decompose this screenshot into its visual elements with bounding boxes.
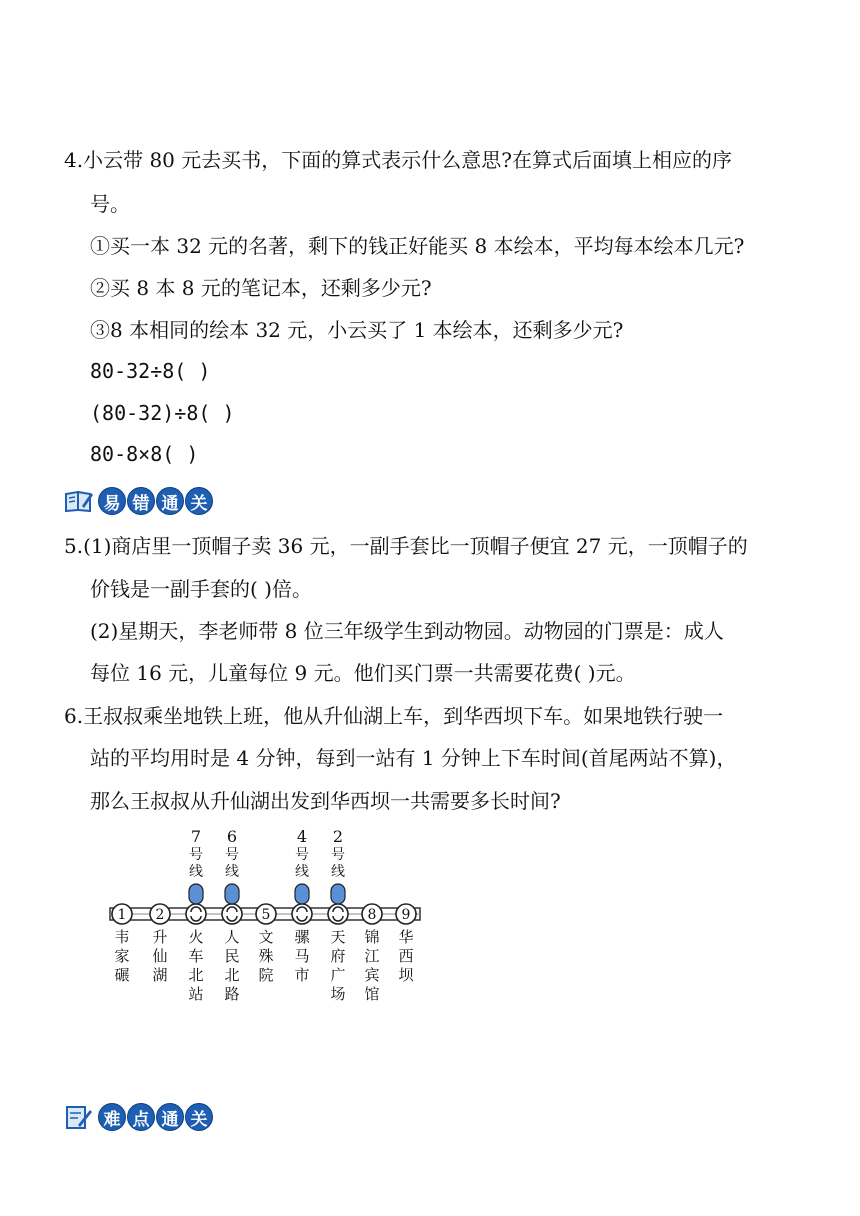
transfer-line-label: 线 bbox=[189, 864, 203, 880]
station-name-char: 站 bbox=[188, 985, 204, 1003]
station-number: 9 bbox=[401, 907, 411, 923]
metro-line-diagram bbox=[100, 826, 430, 1006]
station-name-char: 殊 bbox=[258, 947, 274, 965]
transfer-line-label: 号 bbox=[295, 847, 309, 863]
station-name-char: 碾 bbox=[114, 966, 130, 984]
station-name-char: 人 bbox=[224, 928, 240, 946]
station-number: 5 bbox=[261, 907, 271, 923]
transfer-line-label: 线 bbox=[331, 864, 345, 880]
station-number: 1 bbox=[117, 907, 127, 923]
station-name-char: 场 bbox=[330, 985, 346, 1003]
transfer-line-tab bbox=[225, 884, 239, 904]
book-pencil-icon bbox=[64, 488, 94, 514]
q4-expression-3: 80-8×8( ) bbox=[90, 442, 199, 466]
transfer-line-label: 线 bbox=[295, 864, 309, 880]
station-name-char: 府 bbox=[330, 947, 346, 965]
q4-line-1: 4.小云带 80 元去买书，下面的算式表示什么意思?在算式后面填上相应的序 bbox=[64, 148, 732, 172]
transfer-line-number: 7 bbox=[190, 827, 202, 846]
transfer-line-label: 号 bbox=[189, 847, 203, 863]
station-name-char: 天 bbox=[330, 928, 346, 946]
transfer-line-label: 线 bbox=[225, 864, 239, 880]
station-name-char: 馆 bbox=[364, 985, 380, 1003]
station-number: 2 bbox=[155, 907, 165, 923]
q5-part2-line-2: 每位 16 元，儿童每位 9 元。他们买门票一共需要花费( )元。 bbox=[90, 661, 636, 685]
q6-line-2: 站的平均用时是 4 分钟，每到一站有 1 分钟上下车时间(首尾两站不算)， bbox=[90, 746, 737, 770]
station-name-char: 江 bbox=[364, 947, 380, 965]
station-name-char: 院 bbox=[258, 966, 274, 984]
station-name-char: 骡 bbox=[294, 928, 310, 946]
pencil-note-icon bbox=[64, 1104, 94, 1130]
badge-char: 关 bbox=[185, 1103, 213, 1131]
badge-char: 点 bbox=[127, 1103, 155, 1131]
q4-expression-1: 80-32÷8( ) bbox=[90, 359, 211, 383]
station-name-char: 仙 bbox=[152, 947, 168, 965]
station-name-char: 马 bbox=[294, 947, 310, 965]
q5-part2-line-1: (2)星期天，李老师带 8 位三年级学生到动物园。动物园的门票是：成人 bbox=[90, 619, 724, 643]
station-name-char: 湖 bbox=[152, 966, 168, 984]
station-name-char: 锦 bbox=[364, 928, 380, 946]
badge-char: 难 bbox=[98, 1103, 126, 1131]
q5-part1-line-2: 价钱是一副手套的( )倍。 bbox=[90, 577, 312, 601]
transfer-line-tab bbox=[189, 884, 203, 904]
station-number: 8 bbox=[367, 907, 377, 923]
station-name-char: 车 bbox=[188, 947, 204, 965]
station-name-char: 华 bbox=[398, 928, 414, 946]
station-name-char: 宾 bbox=[364, 966, 380, 984]
badge-char: 易 bbox=[98, 487, 126, 515]
station-name-char: 北 bbox=[188, 966, 204, 984]
q5-part1-line-1: 5.(1)商店里一顶帽子卖 36 元，一副手套比一顶帽子便宜 27 元，一顶帽子的 bbox=[64, 534, 748, 558]
station-name-char: 升 bbox=[152, 928, 168, 946]
badge-char: 通 bbox=[156, 487, 184, 515]
section-badge-error-prone bbox=[64, 485, 213, 517]
q4-option-3: ③8 本相同的绘本 32 元，小云买了 1 本绘本，还剩多少元? bbox=[90, 318, 624, 342]
transfer-line-number: 4 bbox=[296, 827, 308, 846]
q4-expression-2: (80-32)÷8( ) bbox=[90, 401, 235, 425]
q6-line-1: 6.王叔叔乘坐地铁上班，他从升仙湖上车，到华西坝下车。如果地铁行驶一 bbox=[64, 704, 724, 728]
q6-line-3: 那么王叔叔从升仙湖出发到华西坝一共需要多长时间? bbox=[90, 789, 561, 813]
station-name-char: 火 bbox=[188, 928, 204, 946]
q4-line-2: 号。 bbox=[90, 192, 130, 216]
transfer-line-number: 2 bbox=[332, 827, 344, 846]
station-name-char: 西 bbox=[398, 947, 414, 965]
badge-char: 关 bbox=[185, 487, 213, 515]
q4-option-2: ②买 8 本 8 元的笔记本，还剩多少元? bbox=[90, 276, 432, 300]
transfer-line-label: 号 bbox=[225, 847, 239, 863]
station-name-char: 文 bbox=[258, 928, 274, 946]
transfer-line-label: 号 bbox=[331, 847, 345, 863]
station-name-char: 民 bbox=[224, 947, 240, 965]
transfer-line-tab bbox=[331, 884, 345, 904]
station-name-char: 韦 bbox=[114, 928, 130, 946]
badge-char: 错 bbox=[127, 487, 155, 515]
q4-option-1: ①买一本 32 元的名著，剩下的钱正好能买 8 本绘本，平均每本绘本几元? bbox=[90, 234, 745, 258]
station-name-char: 坝 bbox=[398, 966, 414, 984]
station-name-char: 家 bbox=[114, 947, 130, 965]
transfer-line-number: 6 bbox=[226, 827, 238, 846]
badge-char: 通 bbox=[156, 1103, 184, 1131]
station-name-char: 路 bbox=[224, 985, 240, 1003]
station-name-char: 市 bbox=[294, 966, 310, 984]
section-badge-difficult bbox=[64, 1101, 213, 1133]
station-name-char: 北 bbox=[224, 966, 240, 984]
station-name-char: 广 bbox=[330, 966, 346, 984]
transfer-line-tab bbox=[295, 884, 309, 904]
